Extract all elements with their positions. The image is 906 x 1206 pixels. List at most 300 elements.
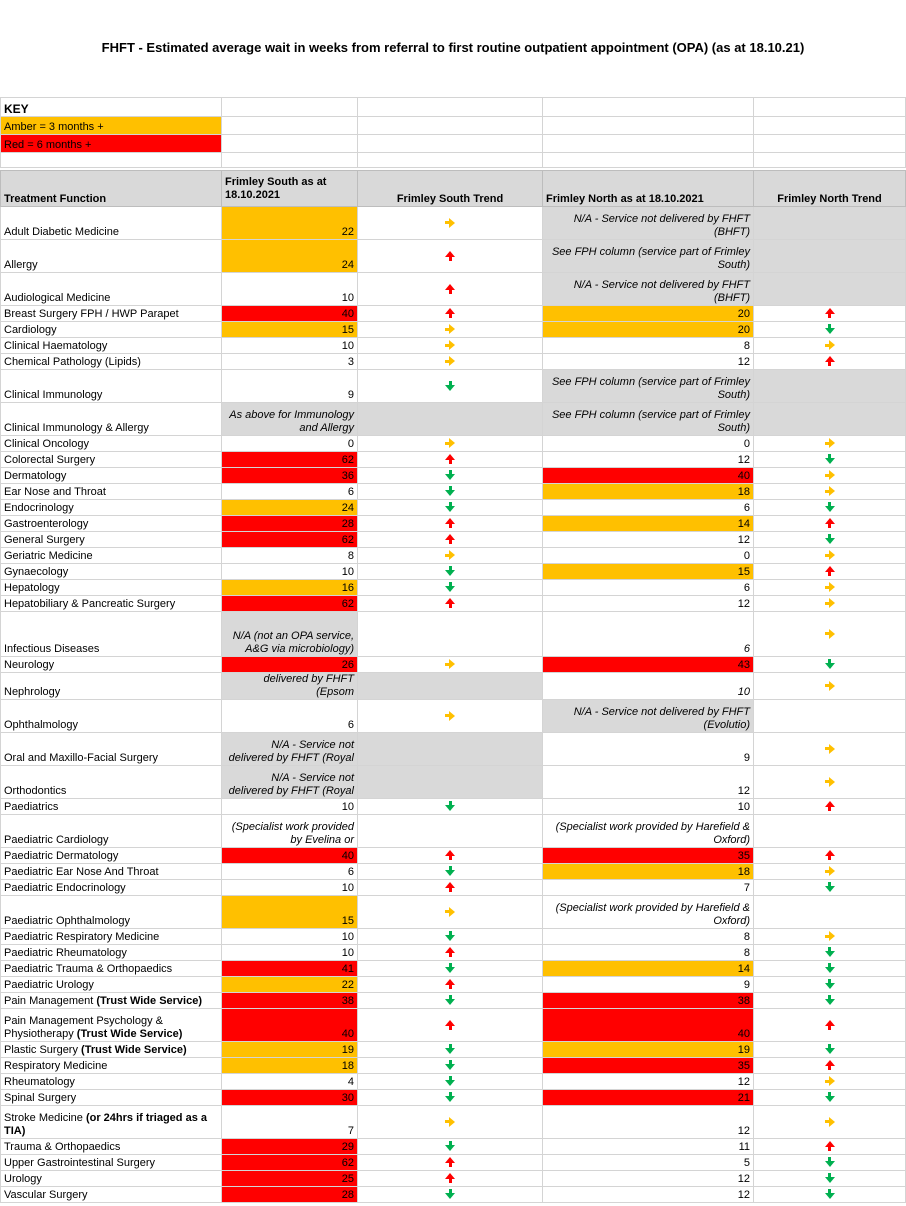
north-trend [754, 452, 906, 468]
treatment-note: (Trust Wide Service) [76, 1028, 183, 1040]
south-trend [358, 452, 543, 468]
table-row [1, 516, 906, 532]
trend-right-arrow-icon [829, 931, 835, 941]
trend-down-arrow-icon [445, 870, 455, 876]
table-row [1, 929, 906, 945]
south-trend [358, 848, 543, 864]
trend-down-arrow-icon [825, 967, 835, 973]
trend-right-arrow-icon [829, 582, 835, 592]
table-row [1, 945, 906, 961]
treatment-name [1, 848, 222, 864]
north-wait: 12 [543, 1171, 754, 1187]
treatment-label: Urology [4, 1173, 42, 1185]
treatment-label: Trauma & Orthopaedics [4, 1141, 121, 1153]
south-trend [358, 580, 543, 596]
south-wait: 18 [222, 1058, 358, 1074]
treatment-label: Gynaecology [4, 566, 69, 578]
table-row [1, 240, 906, 273]
treatment-name [1, 733, 222, 766]
treatment-label: Audiological Medicine [4, 292, 111, 304]
treatment-label: Respiratory Medicine [4, 1060, 108, 1072]
north-trend [754, 207, 906, 240]
north-wait: See FPH column (service part of Frimley South) [543, 240, 754, 273]
south-trend [358, 673, 543, 700]
south-wait: N/A - Service not delivered by FHFT (Royal [222, 766, 358, 799]
north-trend [754, 733, 906, 766]
treatment-name [1, 945, 222, 961]
treatment-label: Clinical Haematology [4, 340, 108, 352]
table-row [1, 657, 906, 673]
north-trend [754, 880, 906, 896]
trend-right-arrow-icon [829, 470, 835, 480]
table-row [1, 799, 906, 815]
treatment-label: Infectious Diseases [4, 643, 100, 655]
south-wait: 6 [222, 864, 358, 880]
north-trend [754, 240, 906, 273]
south-trend [358, 484, 543, 500]
south-trend [358, 403, 543, 436]
trend-up-arrow-icon [445, 308, 455, 314]
trend-up-arrow-icon [445, 850, 455, 856]
page-title: FHFT - Estimated average wait in weeks from referral to first routine outpatient appointment (OPA) (as at 18.10.21) [101, 40, 805, 55]
treatment-label: Dermatology [4, 470, 67, 482]
treatment-label: Colorectal Surgery [4, 454, 96, 466]
south-wait: 22 [222, 977, 358, 993]
trend-up-arrow-icon [825, 518, 835, 524]
treatment-note: (or 24hrs if triaged as a TIA) [4, 1112, 207, 1137]
south-wait: 29 [222, 1139, 358, 1155]
north-trend [754, 1074, 906, 1090]
treatment-name [1, 532, 222, 548]
trend-down-arrow-icon [445, 490, 455, 496]
north-wait: 6 [543, 580, 754, 596]
north-trend [754, 500, 906, 516]
key-amber: Amber = 3 months + [1, 117, 222, 135]
treatment-label: Upper Gastrointestinal Surgery [4, 1157, 156, 1169]
treatment-label: Adult Diabetic Medicine [4, 226, 119, 238]
north-wait: 5 [543, 1155, 754, 1171]
table-row [1, 1187, 906, 1203]
trend-up-arrow-icon [825, 308, 835, 314]
header-row [1, 171, 906, 207]
treatment-label: Paediatric Trauma & Orthopaedics [4, 963, 173, 975]
header-south: Frimley South as at 18.10.2021 [222, 171, 358, 207]
north-wait: 43 [543, 657, 754, 673]
treatment-name [1, 403, 222, 436]
south-trend [358, 733, 543, 766]
treatment-label: Paediatric Respiratory Medicine [4, 931, 160, 943]
trend-right-arrow-icon [829, 681, 835, 691]
treatment-label: Endocrinology [4, 502, 74, 514]
treatment-name [1, 766, 222, 799]
north-wait: N/A - Service not delivered by FHFT (Evolutio) [543, 700, 754, 733]
trend-up-arrow-icon [445, 1020, 455, 1026]
south-trend [358, 596, 543, 612]
north-trend [754, 896, 906, 929]
trend-down-arrow-icon [445, 999, 455, 1005]
treatment-name [1, 516, 222, 532]
treatment-label: Hepatology [4, 582, 60, 594]
south-trend [358, 273, 543, 306]
south-trend [358, 370, 543, 403]
south-wait: 4 [222, 1074, 358, 1090]
south-wait: As above for Immunology and Allergy [222, 403, 358, 436]
table-row [1, 564, 906, 580]
treatment-label: Oral and Maxillo-Facial Surgery [4, 752, 159, 764]
treatment-name [1, 322, 222, 338]
south-wait: 3 [222, 354, 358, 370]
north-wait: N/A - Service not delivered by FHFT (BHFT) [543, 207, 754, 240]
trend-up-arrow-icon [825, 1141, 835, 1147]
table-row [1, 338, 906, 354]
north-trend [754, 322, 906, 338]
treatment-label: Paediatric Cardiology [4, 834, 109, 846]
treatment-label: Orthodontics [4, 785, 67, 797]
north-trend [754, 993, 906, 1009]
south-wait: 15 [222, 896, 358, 929]
north-trend [754, 848, 906, 864]
south-trend [358, 1042, 543, 1058]
treatment-label: Clinical Immunology & Allergy [4, 422, 149, 434]
table-row [1, 1090, 906, 1106]
table-row [1, 815, 906, 848]
table-row [1, 880, 906, 896]
trend-up-arrow-icon [445, 882, 455, 888]
trend-right-arrow-icon [449, 438, 455, 448]
north-wait: 12 [543, 452, 754, 468]
treatment-name [1, 815, 222, 848]
north-trend [754, 612, 906, 657]
treatment-label: Pain Management Psychology & Physiotherapy [4, 1015, 163, 1040]
south-wait: 28 [222, 516, 358, 532]
north-trend [754, 673, 906, 700]
treatment-name [1, 1171, 222, 1187]
north-wait: 9 [543, 733, 754, 766]
treatment-label: Breast Surgery FPH / HWP Parapet [4, 308, 179, 320]
north-trend [754, 945, 906, 961]
north-trend [754, 766, 906, 799]
north-trend [754, 484, 906, 500]
north-wait: 12 [543, 1187, 754, 1203]
north-trend [754, 929, 906, 945]
treatment-name [1, 929, 222, 945]
north-wait: 6 [543, 612, 754, 657]
trend-right-arrow-icon [829, 866, 835, 876]
trend-up-arrow-icon [445, 518, 455, 524]
north-wait: 12 [543, 1106, 754, 1139]
table-row [1, 961, 906, 977]
key-red: Red = 6 months + [1, 135, 222, 153]
treatment-name [1, 370, 222, 403]
trend-right-arrow-icon [829, 777, 835, 787]
south-trend [358, 993, 543, 1009]
south-wait: 15 [222, 322, 358, 338]
north-wait: See FPH column (service part of Frimley South) [543, 403, 754, 436]
south-trend [358, 1090, 543, 1106]
treatment-label: Paediatrics [4, 801, 59, 813]
table-row [1, 370, 906, 403]
south-wait: 19 [222, 1042, 358, 1058]
table-row [1, 1155, 906, 1171]
trend-right-arrow-icon [829, 1117, 835, 1127]
trend-right-arrow-icon [829, 550, 835, 560]
north-wait: 19 [543, 1042, 754, 1058]
trend-down-arrow-icon [445, 1096, 455, 1102]
north-trend [754, 1171, 906, 1187]
north-trend [754, 1155, 906, 1171]
trend-right-arrow-icon [449, 711, 455, 721]
table-row [1, 322, 906, 338]
north-trend [754, 700, 906, 733]
treatment-name [1, 354, 222, 370]
trend-down-arrow-icon [825, 951, 835, 957]
north-wait: 0 [543, 548, 754, 564]
north-wait: 35 [543, 848, 754, 864]
treatment-name [1, 1058, 222, 1074]
treatment-name [1, 977, 222, 993]
south-trend [358, 961, 543, 977]
trend-up-arrow-icon [825, 850, 835, 856]
treatment-label: Geriatric Medicine [4, 550, 93, 562]
south-wait: 7 [222, 1106, 358, 1139]
table-row [1, 848, 906, 864]
north-wait: 40 [543, 1009, 754, 1042]
north-trend [754, 370, 906, 403]
north-trend [754, 1106, 906, 1139]
trend-up-arrow-icon [825, 801, 835, 807]
trend-up-arrow-icon [825, 1020, 835, 1026]
treatment-name [1, 273, 222, 306]
south-wait: 24 [222, 500, 358, 516]
treatment-name [1, 436, 222, 452]
south-trend [358, 207, 543, 240]
treatment-name [1, 596, 222, 612]
treatment-name [1, 338, 222, 354]
trend-up-arrow-icon [445, 534, 455, 540]
south-trend [358, 468, 543, 484]
south-wait: 41 [222, 961, 358, 977]
south-wait: 0 [222, 436, 358, 452]
treatment-name [1, 500, 222, 516]
trend-up-arrow-icon [445, 1157, 455, 1163]
north-trend [754, 1090, 906, 1106]
north-trend [754, 468, 906, 484]
south-wait: 10 [222, 929, 358, 945]
south-trend [358, 945, 543, 961]
trend-right-arrow-icon [829, 744, 835, 754]
north-trend [754, 864, 906, 880]
south-trend [358, 799, 543, 815]
south-trend [358, 354, 543, 370]
trend-down-arrow-icon [445, 1193, 455, 1199]
table-row [1, 733, 906, 766]
header-south-trend: Frimley South Trend [358, 171, 543, 207]
treatment-name [1, 468, 222, 484]
treatment-label: Gastroenterology [4, 518, 89, 530]
north-wait: 8 [543, 945, 754, 961]
south-trend [358, 322, 543, 338]
south-wait: 16 [222, 580, 358, 596]
south-wait: 8 [222, 548, 358, 564]
table-row [1, 700, 906, 733]
south-trend [358, 1106, 543, 1139]
trend-right-arrow-icon [449, 659, 455, 669]
north-wait: 35 [543, 1058, 754, 1074]
south-trend [358, 564, 543, 580]
table-row [1, 532, 906, 548]
treatment-label: Clinical Oncology [4, 438, 89, 450]
north-trend [754, 596, 906, 612]
treatment-name [1, 657, 222, 673]
south-wait: 24 [222, 240, 358, 273]
table-row [1, 596, 906, 612]
key-table [0, 97, 906, 168]
treatment-label: Pain Management [4, 995, 94, 1007]
south-trend [358, 240, 543, 273]
north-wait: 18 [543, 864, 754, 880]
south-trend [358, 1187, 543, 1203]
table-row [1, 977, 906, 993]
north-wait: 9 [543, 977, 754, 993]
trend-down-arrow-icon [445, 1064, 455, 1070]
south-trend [358, 1171, 543, 1187]
treatment-name [1, 580, 222, 596]
treatment-name [1, 240, 222, 273]
south-trend [358, 1155, 543, 1171]
north-wait: 7 [543, 880, 754, 896]
trend-right-arrow-icon [829, 598, 835, 608]
trend-down-arrow-icon [445, 1048, 455, 1054]
header-north: Frimley North as at 18.10.2021 [543, 171, 754, 207]
header-treatment: Treatment Function [1, 171, 222, 207]
north-trend [754, 1009, 906, 1042]
treatment-label: Paediatric Rheumatology [4, 947, 127, 959]
table-row [1, 864, 906, 880]
treatment-name [1, 452, 222, 468]
table-row [1, 273, 906, 306]
north-wait: (Specialist work provided by Harefield & Oxford) [543, 896, 754, 929]
north-wait: 12 [543, 766, 754, 799]
treatment-label: Paediatric Ophthalmology [4, 915, 130, 927]
south-wait: 10 [222, 564, 358, 580]
south-trend [358, 338, 543, 354]
trend-up-arrow-icon [445, 454, 455, 460]
south-trend [358, 1058, 543, 1074]
treatment-name [1, 1009, 222, 1042]
south-trend [358, 657, 543, 673]
trend-down-arrow-icon [825, 1177, 835, 1183]
table-row [1, 500, 906, 516]
table-row [1, 1139, 906, 1155]
north-wait: 10 [543, 799, 754, 815]
south-wait: (Specialist work provided by Evelina or [222, 815, 358, 848]
trend-right-arrow-icon [449, 1117, 455, 1127]
treatment-label: Spinal Surgery [4, 1092, 77, 1104]
south-wait: 62 [222, 1155, 358, 1171]
trend-down-arrow-icon [825, 886, 835, 892]
treatment-note: (Trust Wide Service) [96, 995, 202, 1007]
north-wait: 6 [543, 500, 754, 516]
table-row [1, 766, 906, 799]
table-row [1, 354, 906, 370]
north-wait: 20 [543, 306, 754, 322]
south-wait: 36 [222, 468, 358, 484]
trend-down-arrow-icon [445, 805, 455, 811]
trend-down-arrow-icon [825, 1048, 835, 1054]
trend-down-arrow-icon [445, 586, 455, 592]
wait-times-table [0, 170, 906, 1203]
north-wait: (Specialist work provided by Harefield & Oxford) [543, 815, 754, 848]
trend-down-arrow-icon [825, 1161, 835, 1167]
trend-right-arrow-icon [449, 324, 455, 334]
treatment-label: Vascular Surgery [4, 1189, 88, 1201]
trend-right-arrow-icon [829, 629, 835, 639]
north-trend [754, 1187, 906, 1203]
south-wait: 40 [222, 848, 358, 864]
north-wait: 20 [543, 322, 754, 338]
south-wait: 38 [222, 993, 358, 1009]
north-trend [754, 338, 906, 354]
south-trend [358, 500, 543, 516]
south-trend [358, 548, 543, 564]
north-wait: 11 [543, 1139, 754, 1155]
treatment-label: Chemical Pathology (Lipids) [4, 356, 141, 368]
trend-right-arrow-icon [829, 340, 835, 350]
treatment-name [1, 896, 222, 929]
treatment-name [1, 993, 222, 1009]
treatment-label: Neurology [4, 659, 55, 671]
trend-up-arrow-icon [445, 1173, 455, 1179]
north-wait: 38 [543, 993, 754, 1009]
north-wait: 14 [543, 961, 754, 977]
south-wait: N/A (not an OPA service, A&G via microbiology) [222, 612, 358, 657]
table-row [1, 1171, 906, 1187]
treatment-label: Stroke Medicine [4, 1112, 83, 1124]
treatment-label: Paediatric Ear Nose And Throat [4, 866, 159, 878]
treatment-name [1, 1139, 222, 1155]
trend-up-arrow-icon [825, 566, 835, 572]
treatment-name [1, 1187, 222, 1203]
trend-down-arrow-icon [825, 458, 835, 464]
north-trend [754, 516, 906, 532]
trend-down-arrow-icon [445, 506, 455, 512]
south-trend [358, 766, 543, 799]
south-trend [358, 532, 543, 548]
north-wait: 18 [543, 484, 754, 500]
north-trend [754, 1139, 906, 1155]
treatment-name [1, 880, 222, 896]
table-row [1, 484, 906, 500]
table-row [1, 580, 906, 596]
treatment-name [1, 612, 222, 657]
treatment-label: Rheumatology [4, 1076, 75, 1088]
table-row [1, 452, 906, 468]
trend-right-arrow-icon [829, 486, 835, 496]
south-trend [358, 929, 543, 945]
table-row [1, 548, 906, 564]
south-wait: N/A - Service not delivered by FHFT (Royal [222, 733, 358, 766]
trend-right-arrow-icon [449, 218, 455, 228]
treatment-label: Allergy [4, 259, 38, 271]
south-trend [358, 700, 543, 733]
trend-down-arrow-icon [825, 663, 835, 669]
north-wait: 12 [543, 596, 754, 612]
table-row [1, 673, 906, 700]
treatment-label: Clinical Immunology [4, 389, 103, 401]
table-row [1, 468, 906, 484]
north-wait: 8 [543, 929, 754, 945]
north-wait: 40 [543, 468, 754, 484]
